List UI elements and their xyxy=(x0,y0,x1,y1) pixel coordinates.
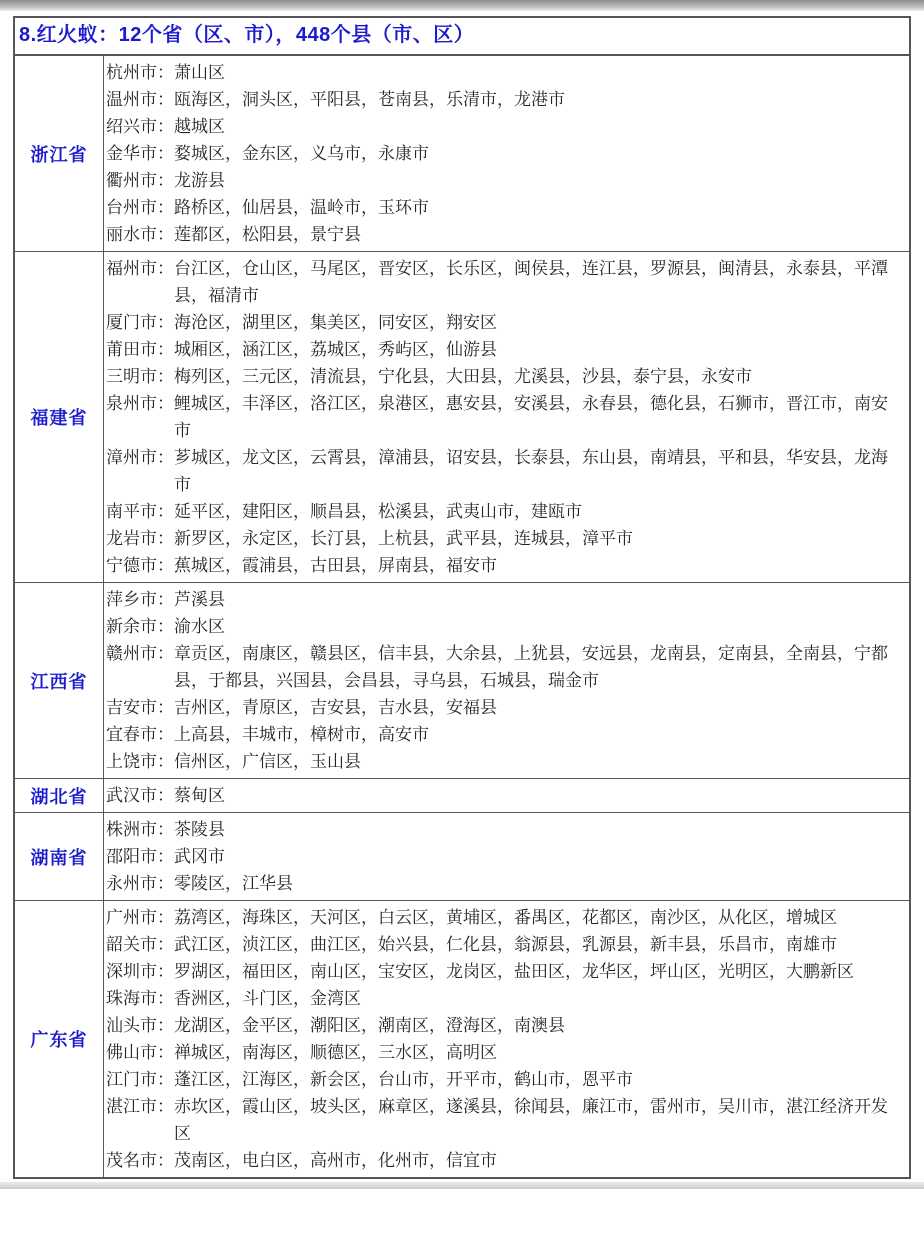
city-line: 茂名市：茂南区，电白区，高州市，化州市，信宜市 xyxy=(106,1151,497,1170)
province-name: 浙江省 xyxy=(15,56,104,251)
fire-ant-distribution-table xyxy=(13,16,911,1179)
city-line: 永州市：零陵区，江华县 xyxy=(106,874,293,893)
city-line: 厦门市：海沧区，湖里区，集美区，同安区，翔安区 xyxy=(106,313,497,332)
province-row xyxy=(15,779,909,813)
city-line: 泉州市：鲤城区，丰泽区，洛江区，泉港区，惠安县，安溪县，永春县，德化县，石狮市，晋江市，南安市 xyxy=(106,394,888,440)
province-name: 福建省 xyxy=(15,252,104,582)
city-line: 佛山市：禅城区，南海区，顺德区，三水区，高明区 xyxy=(106,1043,497,1062)
city-lines xyxy=(104,779,909,812)
city-line: 新余市：渝水区 xyxy=(106,617,225,636)
province-row xyxy=(15,56,909,252)
city-line: 龙岩市：新罗区，永定区，长汀县，上杭县，武平县，连城县，漳平市 xyxy=(106,529,633,548)
document-title: 8.红火蚁：12个省（区、市），448个县（市、区） xyxy=(15,18,909,56)
city-line: 绍兴市：越城区 xyxy=(106,117,225,136)
province-name: 广东省 xyxy=(15,901,104,1177)
province-row xyxy=(15,252,909,583)
province-row xyxy=(15,583,909,779)
city-line: 株洲市：茶陵县 xyxy=(106,820,225,839)
city-lines xyxy=(104,56,909,251)
city-line: 吉安市：吉州区，青原区，吉安县，吉水县，安福县 xyxy=(106,698,497,717)
city-line: 漳州市：芗城区，龙文区，云霄县，漳浦县，诏安县，长泰县，东山县，南靖县，平和县，华安县，龙海市 xyxy=(106,448,888,494)
province-name: 湖北省 xyxy=(15,779,104,812)
city-line: 杭州市：萧山区 xyxy=(106,63,225,82)
city-line: 深圳市：罗湖区，福田区，南山区，宝安区，龙岗区，盐田区，龙华区，坪山区，光明区，大鹏新区 xyxy=(106,962,854,981)
province-name: 江西省 xyxy=(15,583,104,778)
city-line: 宁德市：蕉城区，霞浦县，古田县，屏南县，福安市 xyxy=(106,556,497,575)
city-lines xyxy=(104,252,909,582)
province-row xyxy=(15,813,909,901)
city-line: 赣州市：章贡区，南康区，赣县区，信丰县，大余县，上犹县，安远县，龙南县，定南县，全南县，宁都县，于都县，兴国县，会昌县，寻乌县，石城县，瑞金市 xyxy=(106,644,888,690)
city-line: 汕头市：龙湖区，金平区，潮阳区，潮南区，澄海区，南澳县 xyxy=(106,1016,565,1035)
city-line: 江门市：蓬江区，江海区，新会区，台山市，开平市，鹤山市，恩平市 xyxy=(106,1070,633,1089)
city-line: 金华市：婺城区，金东区，义乌市，永康市 xyxy=(106,144,429,163)
province-row xyxy=(15,901,909,1177)
city-lines xyxy=(104,901,909,1177)
city-line: 丽水市：莲都区，松阳县，景宁县 xyxy=(106,225,361,244)
city-line: 萍乡市：芦溪县 xyxy=(106,590,225,609)
scan-edge-top xyxy=(0,0,924,11)
city-line: 宜春市：上高县，丰城市，樟树市，高安市 xyxy=(106,725,429,744)
city-line: 南平市：延平区，建阳区，顺昌县，松溪县，武夷山市，建瓯市 xyxy=(106,502,582,521)
city-line: 台州市：路桥区，仙居县，温岭市，玉环市 xyxy=(106,198,429,217)
province-table-body xyxy=(15,56,909,1177)
city-line: 莆田市：城厢区，涵江区，荔城区，秀屿区，仙游县 xyxy=(106,340,497,359)
city-line: 上饶市：信州区，广信区，玉山县 xyxy=(106,752,361,771)
province-name: 湖南省 xyxy=(15,813,104,900)
city-line: 温州市：瓯海区，洞头区，平阳县，苍南县，乐清市，龙港市 xyxy=(106,90,565,109)
city-line: 珠海市：香洲区，斗门区，金湾区 xyxy=(106,989,361,1008)
city-line: 邵阳市：武冈市 xyxy=(106,847,225,866)
city-line: 武汉市：蔡甸区 xyxy=(106,786,225,805)
city-lines xyxy=(104,583,909,778)
city-line: 福州市：台江区，仓山区，马尾区，晋安区，长乐区，闽侯县，连江县，罗源县，闽清县，永泰县，平潭县，福清市 xyxy=(106,259,888,305)
city-line: 三明市：梅列区，三元区，清流县，宁化县，大田县，尤溪县，沙县，泰宁县，永安市 xyxy=(106,367,752,386)
city-line: 广州市：荔湾区，海珠区，天河区，白云区，黄埔区，番禺区，花都区，南沙区，从化区，增城区 xyxy=(106,908,837,927)
city-line: 韶关市：武江区，浈江区，曲江区，始兴县，仁化县，翁源县，乳源县，新丰县，乐昌市，南雄市 xyxy=(106,935,837,954)
city-line: 衢州市：龙游县 xyxy=(106,171,225,190)
city-lines xyxy=(104,813,909,900)
scan-edge-bottom xyxy=(0,1182,924,1189)
city-line: 湛江市：赤坎区，霞山区，坡头区，麻章区，遂溪县，徐闻县，廉江市，雷州市，吴川市，湛江经济开发区 xyxy=(106,1097,888,1143)
